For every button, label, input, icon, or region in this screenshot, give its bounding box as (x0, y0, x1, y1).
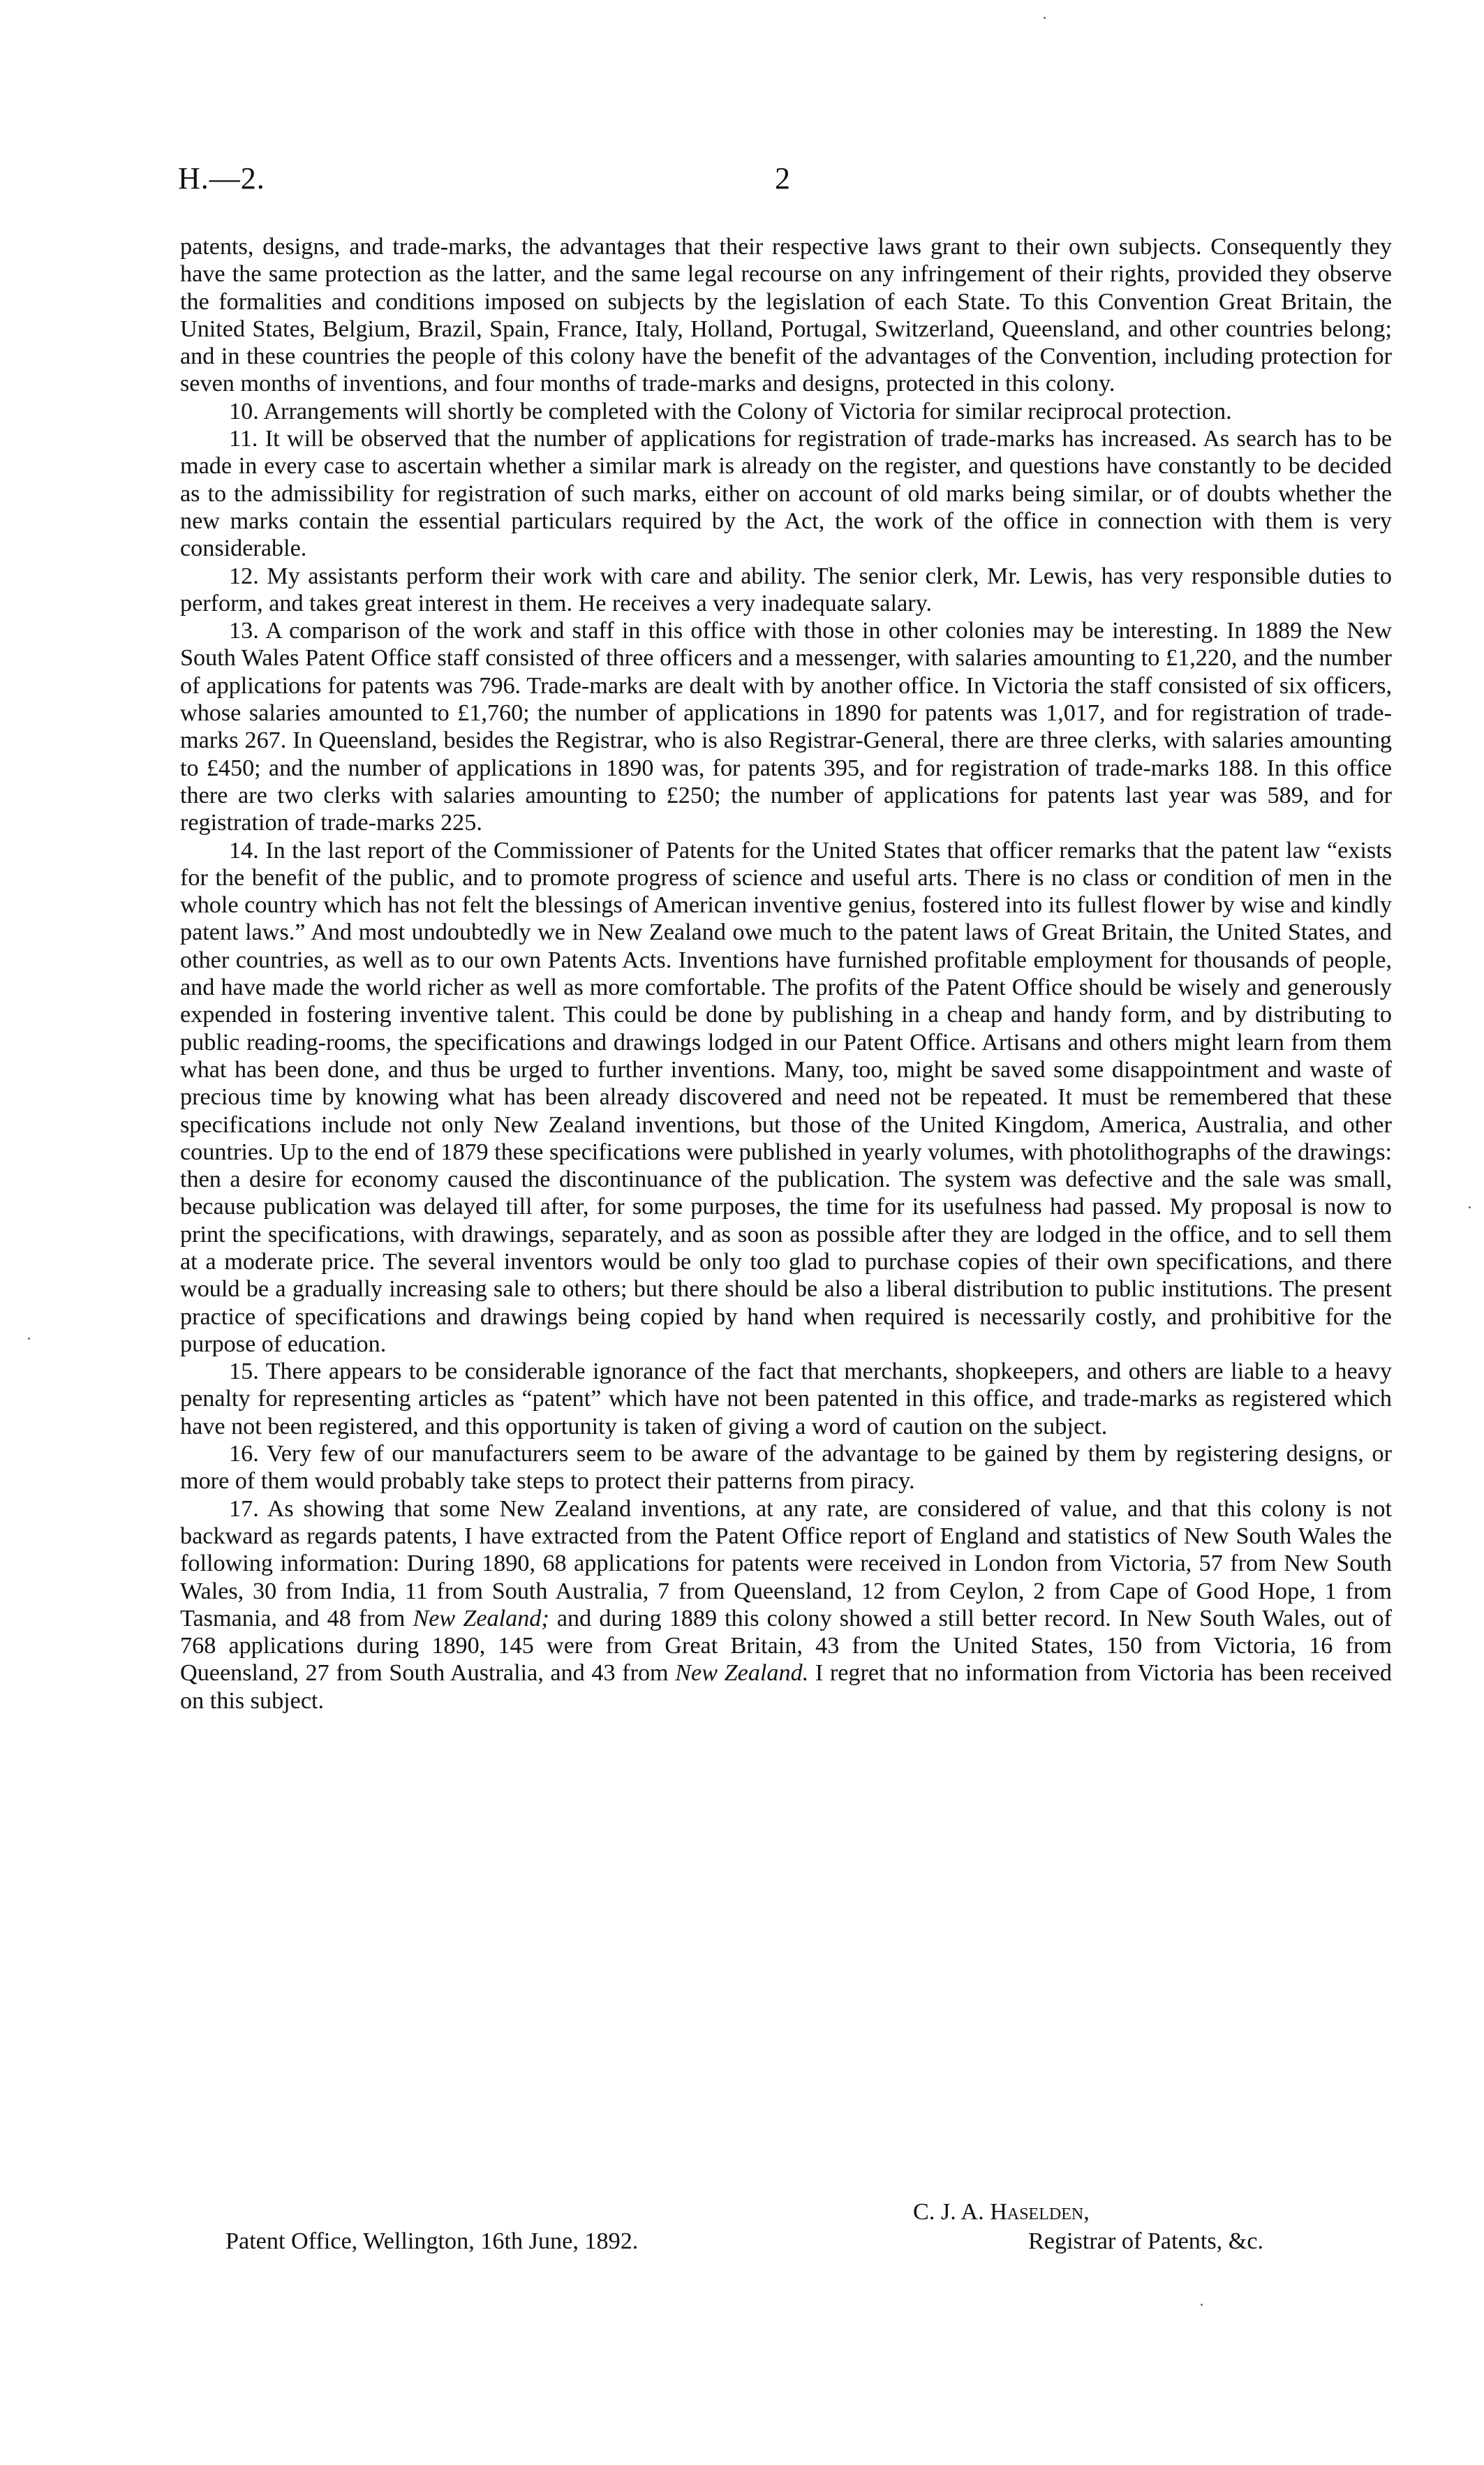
paragraph-10: 10. Arrangements will shortly be completed with the Colony of Victoria for similar reciprocal protection. (229, 398, 1232, 424)
paper-speck (28, 1338, 30, 1340)
paragraph-15: 15. There appears to be considerable ignorance of the fact that merchants, shopkeepers, and others are liable to a heavy penalty for representing articles as “patent” which have not been patented in this office, and trade-marks as registered which have not been registered, and this opportunity is taken of giving a word of caution on the subject. (180, 1359, 1392, 1439)
paper-speck (1044, 17, 1046, 19)
place-and-date: Patent Office, Wellington, 16th June, 1892. (225, 2228, 639, 2254)
signatory-name: C. J. A. Haselden, (913, 2199, 1090, 2225)
paper-speck (1469, 1206, 1471, 1208)
page-number: 2 (775, 161, 790, 195)
paragraph-17 (180, 1495, 1392, 1715)
paragraph-14: 14. In the last report of the Commissioner of Patents for the United States that officer remarks that the patent law “exists for the benefit of the public, and to promote progress of science and useful arts. There is no class or condition of men in the whole country which has not felt the blessings of American inventive genius, fostered into its fullest flower by wise and kindly patent laws.” And most undoubtedly we in New Zealand owe much to the patent laws of Great Britain, the United States, and other countries, as well as to our own Patents Acts. Inventions have furnished profitable employment for thousands of people, and have made the world richer as well as more comfortable. The profits of the Patent Office should be wisely and generously expended in fostering inventive talent. This could be done by publishing in a cheap and handy form, and by distributing to public reading-rooms, the specifications and drawings lodged in our Patent Office. Artisans and others might learn from them what has been done, and thus be urged to further inventions. Many, too, might be saved some disappointment and waste of precious time by knowing what has been already discovered and need not be repeated. It must be remembered that these specifications include not only New Zealand inventions, but those of the United Kingdom, America, Australia, and other countries. Up to the end of 1879 these specifications were published in yearly volumes, with photolithographs of the drawings: then a desire for economy caused the discontinuance of the publication. The system was defective and the sale was small, because publication was delayed till after, for some purposes, the time for its usefulness had passed. My proposal is now to print the specifications, with drawings, separately, and as soon as possible after they are lodged in the office, and to sell them at a moderate price. The several inventors would be only too glad to purchase copies of their own specifications, and there would be a gradually increasing sale to others; but there should be also a liberal distribution to public institutions. The present practice of specifications and drawings being copied by hand when required is necessarily costly, and prohibitive for the purpose of education. (180, 837, 1392, 1357)
paragraph-17-part-a: 17. As showing that some New Zealand inventions, at any rate, are considered of value, and that this colony is not backward as regards patents, I have extracted from the Patent Office report of England and statistics of New South Wales the following information: During 1890, 68 applications for patents were received in London from Victoria, 57 from New South Wales, 30 from India, 11 from South Australia, 7 from Queensland, 12 from Ceylon, 2 from Cape of Good Hope, 1 from Tasmania, and 48 from (180, 1495, 1392, 1631)
paragraph-12: 12. My assistants perform their work with care and ability. The senior clerk, Mr. Lewis, has very responsible duties to perform, and takes great interest in them. He receives a very inadequate salary. (180, 563, 1392, 616)
report-body (180, 233, 1392, 1715)
document-reference: H.—2. (178, 161, 265, 195)
new-zealand-emphasis-b: New Zealand. (675, 1660, 809, 1687)
paragraph-17-part-c: I regret that no information from Victoria has been received on this subject. (180, 1660, 1392, 1714)
signoff-block (180, 2198, 1392, 2267)
signatory-title: Registrar of Patents, &c. (1028, 2228, 1264, 2254)
page-header (178, 161, 1393, 202)
paragraph-17-part-b: and during 1889 this colony showed a still better record. In New South Wales, out of 768 applications during 1890, 145 were from Great Britain, 43 from the United States, 150 from Victoria, 16 from Queensland, 27 from South Australia, and 43 from (180, 1605, 1392, 1687)
paragraph-9-continuation: patents, designs, and trade-marks, the advantages that their respective laws grant to their own subjects. Consequently they have the same protection as the latter, and the same legal recourse on any infringement of their rights, provided they observe the formalities and conditions imposed on subjects by the legislation of each State. To this Convention Great Britain, the United States, Belgium, Brazil, Spain, France, Italy, Holland, Portugal, Switzerland, Queensland, and other countries belong; and in these countries the people of this colony have the benefit of the advantages of the Convention, including protection for seven months of inventions, and four months of trade-marks and designs, protected in this colony. (180, 234, 1392, 397)
paragraph-11: 11. It will be observed that the number of applications for registration of trade-marks has increased. As search has to be made in every case to ascertain whether a similar mark is already on the register, and questions have constantly to be decided as to the admissibility for registration of such marks, either on account of old marks being similar, or of doubts whether the new marks contain the essential particulars required by the Act, the work of the office in connection with them is very considerable. (180, 426, 1392, 562)
paper-speck (1201, 2304, 1203, 2306)
new-zealand-emphasis-a: New Zealand; (413, 1605, 549, 1631)
paragraph-16: 16. Very few of our manufacturers seem to be aware of the advantage to be gained by them by registering designs, or more of them would probably take steps to protect their patterns from piracy. (180, 1441, 1392, 1495)
paragraph-13: 13. A comparison of the work and staff in this office with those in other colonies may be interesting. In 1889 the New South Wales Patent Office staff consisted of three officers and a messenger, with salaries amounting to £1,220, and the number of applications for patents was 796. Trade-marks are dealt with by another office. In Victoria the staff consisted of six officers, whose salaries amounted to £1,760; the number of applications in 1890 for patents was 1,017, and for registration of trade-marks 267. In Queensland, besides the Registrar, who is also Registrar-General, there are three clerks, with salaries amounting to £450; and the number of applications in 1890 was, for patents 395, and for registration of trade-marks 188. In this office there are two clerks with salaries amounting to £250; the number of applications for patents last year was 589, and for registration of trade-marks 225. (180, 618, 1392, 836)
